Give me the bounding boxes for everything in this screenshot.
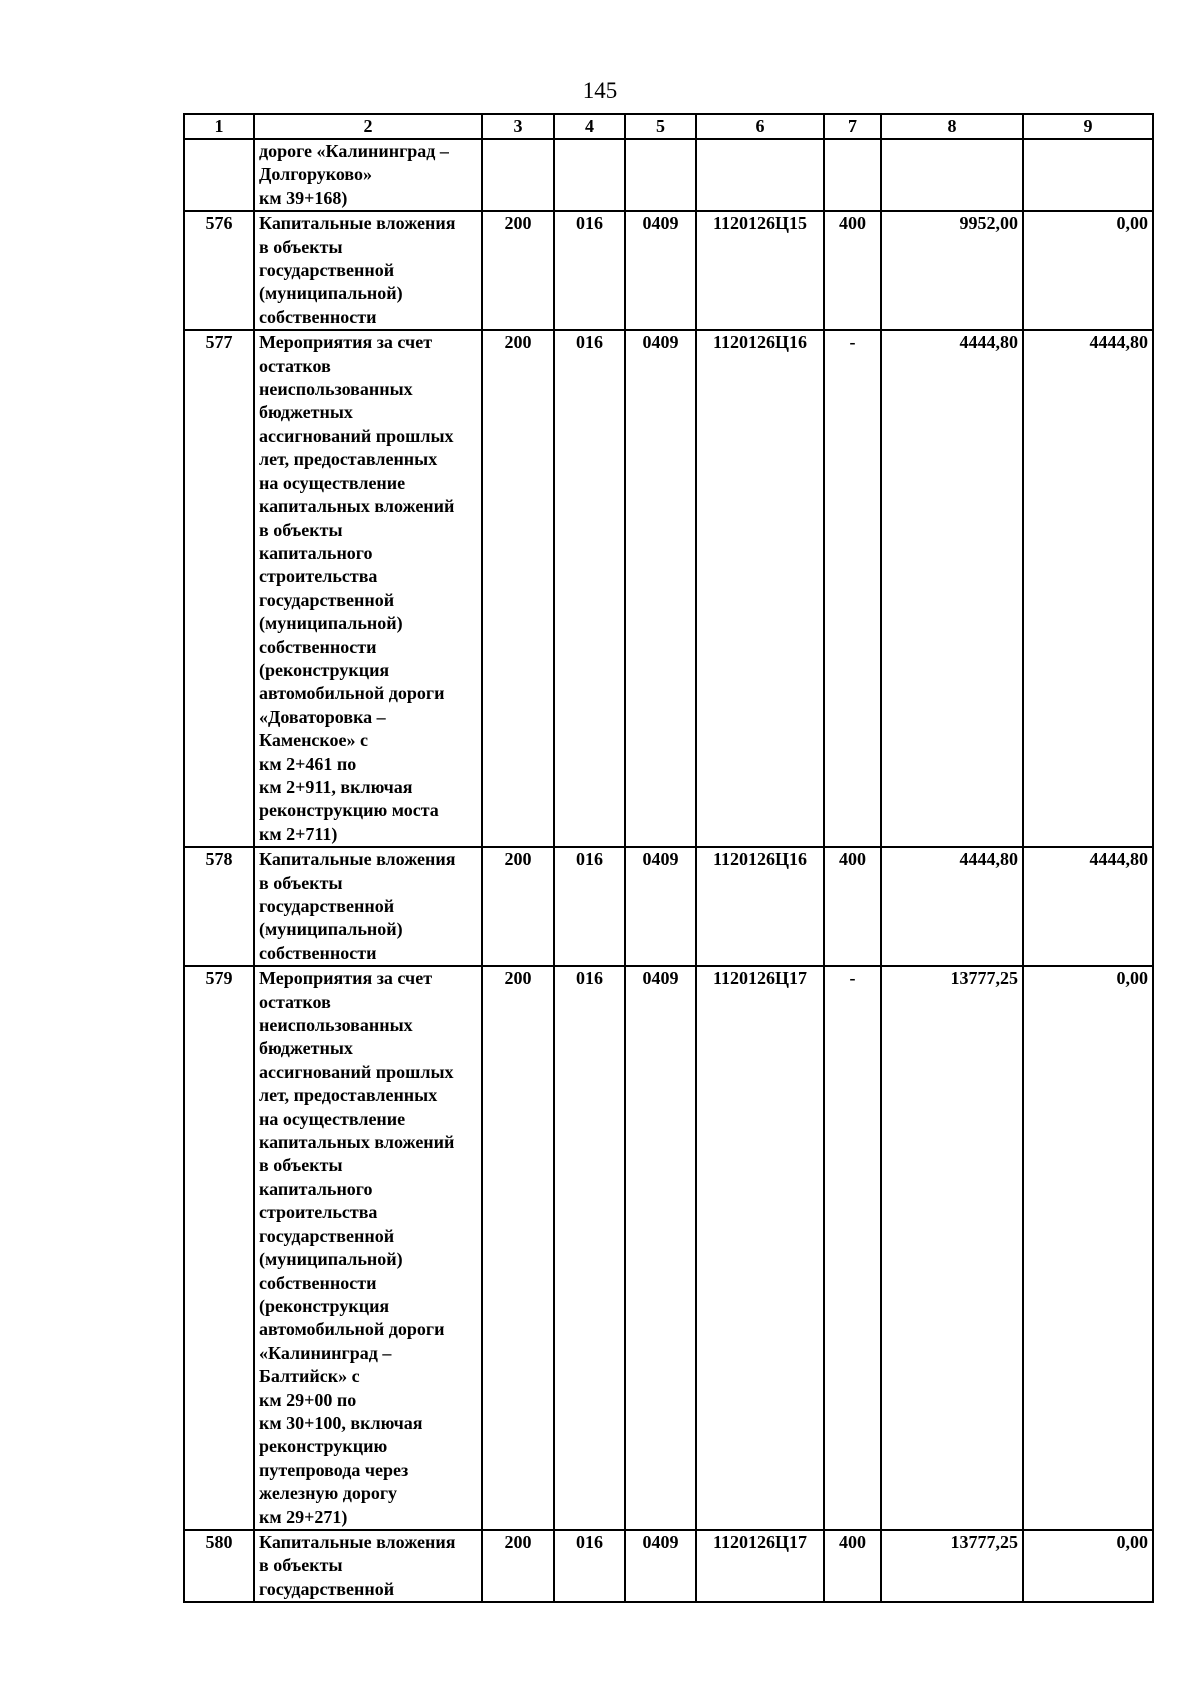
description-line: км 2+711): [259, 823, 338, 844]
code-cell: 016: [554, 211, 625, 330]
description-line: в объекты: [259, 236, 343, 257]
code-cell: 1120126Ц16: [696, 330, 824, 847]
code-cell: 1120126Ц17: [696, 1530, 824, 1602]
description-line: капитальных вложений: [259, 496, 455, 517]
column-header: 4: [554, 114, 625, 139]
description-line: «Доваторовка –: [259, 706, 386, 727]
code-cell: 1120126Ц17: [696, 966, 824, 1530]
description-line: государственной: [259, 589, 395, 610]
description-cell: [254, 966, 482, 1530]
description-line: (муниципальной): [259, 283, 403, 304]
header-row: [184, 114, 1153, 139]
code-cell: 200: [482, 330, 554, 847]
column-header: 3: [482, 114, 554, 139]
code-cell: 016: [554, 966, 625, 1530]
description-line: автомобильной дороги: [259, 1319, 445, 1340]
description-cell: [254, 330, 482, 847]
description-line: государственной: [259, 896, 395, 916]
code-cell: [554, 139, 625, 211]
amount-cell: [1023, 139, 1153, 211]
code-cell: 200: [482, 1530, 554, 1602]
amount-cell: 4444,80: [881, 847, 1023, 966]
table-row: [184, 1530, 1153, 1602]
description-line: (муниципальной): [259, 1249, 403, 1270]
description-line: неиспользованных: [259, 1015, 413, 1036]
budget-table: [183, 113, 1154, 1603]
description-line: остатков: [259, 991, 331, 1012]
description-line: путепровода через: [259, 1459, 409, 1480]
description-line: капитального: [259, 1178, 373, 1199]
table-row: [184, 330, 1153, 847]
description-line: капитальных вложений: [259, 1132, 455, 1153]
description-line: в объекты: [259, 872, 343, 893]
amount-cell: 13777,25: [881, 1530, 1023, 1602]
description-line: собственности: [259, 1272, 377, 1293]
description-line: Капитальные вложения: [259, 849, 456, 870]
description-line: Мероприятия за счет: [259, 332, 433, 353]
code-cell: 0409: [625, 966, 696, 1530]
code-cell: 0409: [625, 847, 696, 966]
description-line: строительства: [259, 566, 378, 587]
row-number-cell: 579: [184, 966, 254, 1530]
description-line: лет, предоставленных: [259, 449, 438, 470]
amount-cell: 4444,80: [1023, 330, 1153, 847]
description-line: (муниципальной): [259, 613, 403, 634]
row-number-cell: 577: [184, 330, 254, 847]
description-line: Балтийск» с: [259, 1366, 360, 1387]
description-line: км 2+911, включая: [259, 776, 413, 797]
description-line: капитального: [259, 542, 373, 563]
description-line: собственности: [259, 636, 377, 657]
column-header: 2: [254, 114, 482, 139]
description-line: на осуществление: [259, 472, 406, 493]
code-cell: [482, 139, 554, 211]
amount-cell: 0,00: [1023, 966, 1153, 1530]
code-cell: [625, 139, 696, 211]
row-number-cell: 576: [184, 211, 254, 330]
code-cell: 1120126Ц15: [696, 211, 824, 330]
code-cell: 1120126Ц16: [696, 847, 824, 966]
description-line: государственной: [259, 260, 395, 281]
description-line: остатков: [259, 355, 331, 376]
description-line: строительства: [259, 1202, 378, 1223]
description-cell: [254, 847, 482, 966]
description-line: собственности: [259, 306, 377, 327]
description-line: бюджетных: [259, 1038, 353, 1059]
description-line: государственной: [259, 1225, 395, 1246]
code-cell: 016: [554, 847, 625, 966]
code-cell: [824, 139, 881, 211]
description-line: км 29+271): [259, 1506, 348, 1527]
description-line: автомобильной дороги: [259, 683, 445, 704]
code-cell: 200: [482, 847, 554, 966]
description-line: бюджетных: [259, 402, 353, 423]
description-line: Долгоруково»: [259, 164, 373, 185]
description-line: км 29+00 по: [259, 1389, 357, 1410]
amount-cell: [881, 139, 1023, 211]
description-line: (реконструкция: [259, 659, 390, 680]
code-cell: -: [824, 330, 881, 847]
column-header: 9: [1023, 114, 1153, 139]
description-line: Каменское» с: [259, 730, 369, 751]
code-cell: 016: [554, 330, 625, 847]
table-row: [184, 847, 1153, 966]
row-number-cell: [184, 139, 254, 211]
description-line: ассигнований прошлых: [259, 425, 454, 446]
code-cell: 016: [554, 1530, 625, 1602]
description-line: в объекты: [259, 1155, 343, 1176]
description-line: государственной: [259, 1578, 395, 1599]
description-line: дороге «Калининград –: [259, 141, 449, 161]
description-line: собственности: [259, 942, 377, 963]
code-cell: 400: [824, 1530, 881, 1602]
description-line: реконструкцию моста: [259, 800, 439, 821]
column-header: 7: [824, 114, 881, 139]
description-line: «Калининград –: [259, 1342, 392, 1363]
description-line: Мероприятия за счет: [259, 968, 433, 989]
page-number: 145: [582, 78, 618, 103]
amount-cell: 9952,00: [881, 211, 1023, 330]
description-line: Капитальные вложения: [259, 213, 456, 234]
code-cell: 0409: [625, 330, 696, 847]
table-row: [184, 966, 1153, 1530]
description-line: на осуществление: [259, 1108, 406, 1129]
description-line: ассигнований прошлых: [259, 1061, 454, 1082]
code-cell: -: [824, 966, 881, 1530]
code-cell: 400: [824, 211, 881, 330]
description-line: км 39+168): [259, 187, 348, 208]
description-cell: [254, 1530, 482, 1602]
code-cell: [696, 139, 824, 211]
amount-cell: 13777,25: [881, 966, 1023, 1530]
description-line: в объекты: [259, 519, 343, 540]
description-line: лет, предоставленных: [259, 1085, 438, 1106]
column-header: 1: [184, 114, 254, 139]
description-line: км 30+100, включая: [259, 1412, 423, 1433]
amount-cell: 0,00: [1023, 1530, 1153, 1602]
table-body: [184, 139, 1153, 1602]
amount-cell: 4444,80: [1023, 847, 1153, 966]
description-line: (муниципальной): [259, 919, 403, 940]
description-line: в объекты: [259, 1555, 343, 1576]
description-line: (реконструкция: [259, 1295, 390, 1316]
description-line: Капитальные вложения: [259, 1531, 456, 1552]
code-cell: 200: [482, 966, 554, 1530]
code-cell: 400: [824, 847, 881, 966]
code-cell: 200: [482, 211, 554, 330]
description-line: железную дорогу: [259, 1483, 398, 1504]
row-number-cell: 580: [184, 1530, 254, 1602]
amount-cell: 0,00: [1023, 211, 1153, 330]
column-header: 8: [881, 114, 1023, 139]
amount-cell: 4444,80: [881, 330, 1023, 847]
column-header: 5: [625, 114, 696, 139]
row-number-cell: 578: [184, 847, 254, 966]
table-row: [184, 139, 1153, 211]
description-line: неиспользованных: [259, 379, 413, 400]
description-line: реконструкцию: [259, 1436, 388, 1457]
description-cell: [254, 139, 482, 211]
description-cell: [254, 211, 482, 330]
description-line: км 2+461 по: [259, 753, 357, 774]
code-cell: 0409: [625, 1530, 696, 1602]
column-header: 6: [696, 114, 824, 139]
table-row: [184, 211, 1153, 330]
code-cell: 0409: [625, 211, 696, 330]
